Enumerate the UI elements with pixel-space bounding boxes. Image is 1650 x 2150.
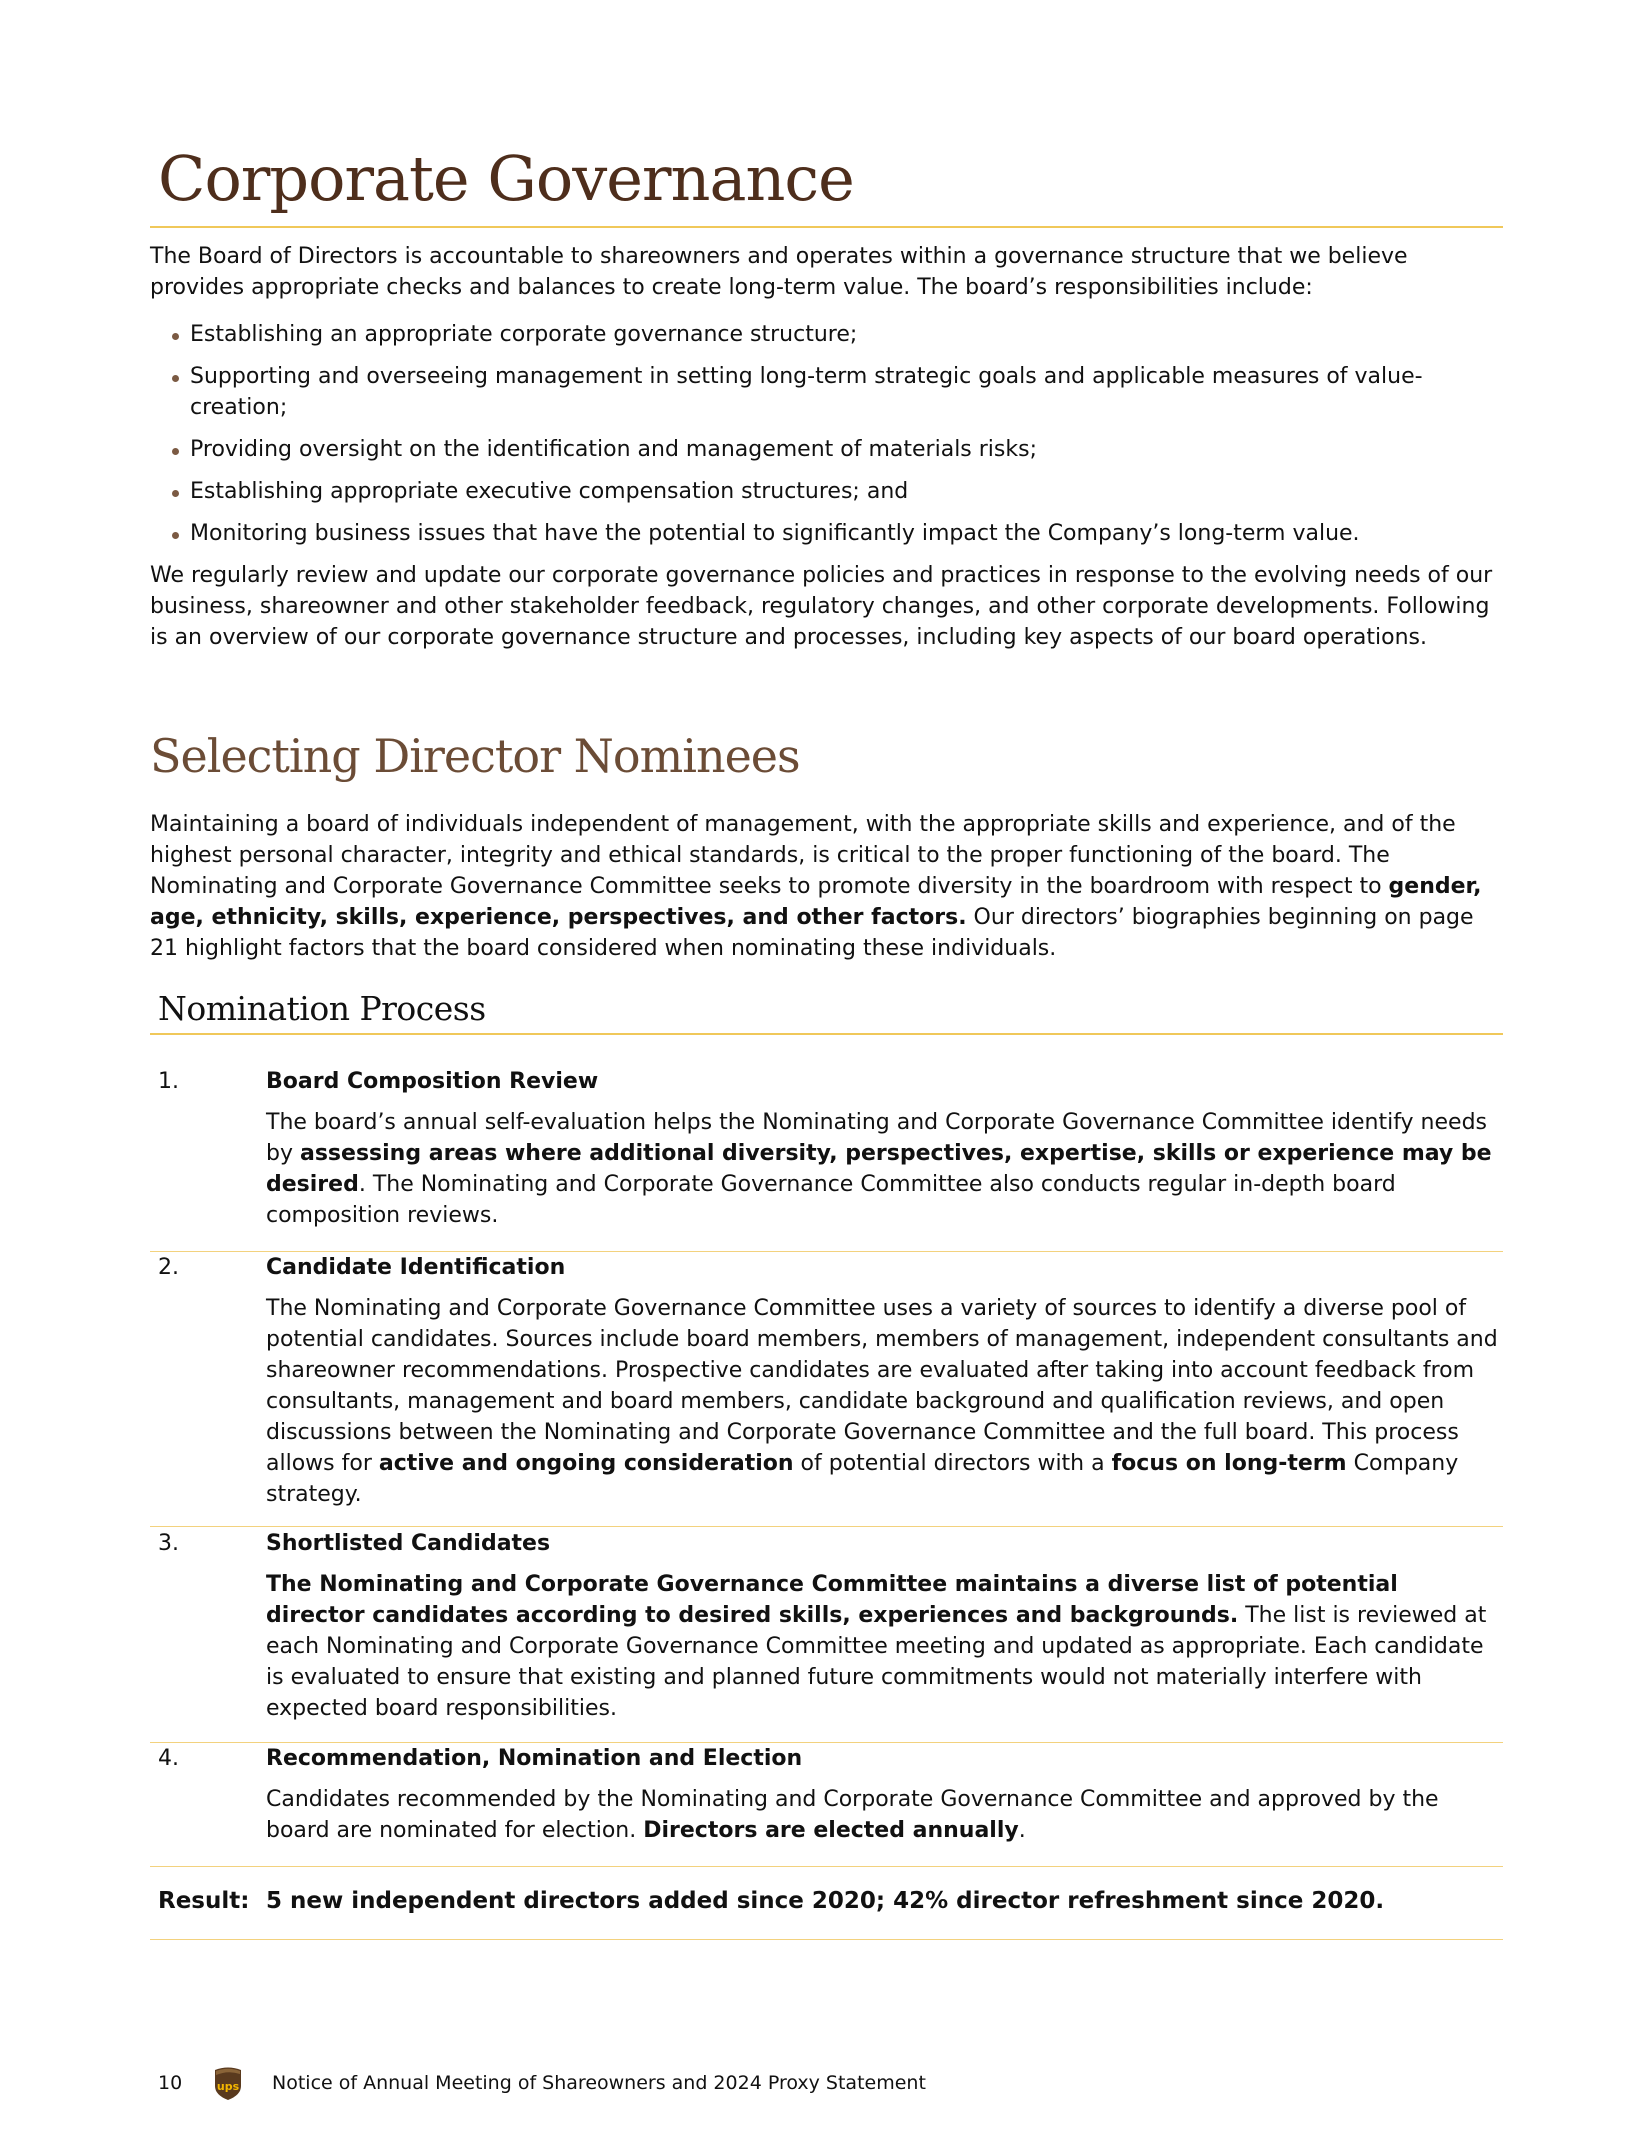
ups-shield-logo-icon	[213, 2066, 243, 2101]
result-text: 5 new independent directors added since 2020; 42% director refreshment since 2020.	[266, 1888, 1385, 1914]
step-title: Recommendation, Nomination and Election	[266, 1746, 803, 1771]
bullet-icon	[172, 532, 179, 539]
step-divider	[150, 1866, 1503, 1867]
page-number: 10	[158, 2072, 183, 2094]
step-divider	[150, 1526, 1503, 1527]
step-title: Board Composition Review	[266, 1069, 599, 1094]
responsibilities-list	[172, 319, 1502, 560]
bullet-icon	[172, 490, 179, 497]
step-number: 1.	[158, 1069, 179, 1094]
list-item: Providing oversight on the identification and management of materials risks;	[172, 434, 1502, 465]
result-summary	[158, 1886, 1384, 1917]
bullet-icon	[172, 333, 179, 340]
result-divider	[150, 1939, 1503, 1940]
step-body: Candidates recommended by the Nominating and Corporate Governance Committee and approved by the board are nominated for election. Directors are elected annually.	[266, 1787, 1439, 1843]
list-item: Establishing appropriate executive compensation structures; and	[172, 476, 1502, 507]
step-number: 4.	[158, 1746, 179, 1771]
list-item: Monitoring business issues that have the potential to significantly impact the Company’s long-term value.	[172, 518, 1502, 549]
nomination-divider	[150, 1033, 1503, 1035]
step-title: Candidate Identification	[266, 1255, 566, 1280]
subheading-nomination-process: Nomination Process	[158, 989, 486, 1028]
step-number: 2.	[158, 1255, 179, 1280]
list-item: Establishing an appropriate corporate governance structure;	[172, 319, 1502, 350]
review-paragraph: We regularly review and update our corporate governance policies and practices in response to the evolving needs of our business, shareowner and other stakeholder feedback, regulatory changes, and other corporate developments. Following is an overview of our corporate governance structure and processes, including key aspects of our board operations.	[150, 563, 1493, 650]
title-divider	[150, 226, 1503, 228]
section-heading-selecting-nominees: Selecting Director Nominees	[150, 729, 800, 783]
step-body: The board’s annual self-evaluation helps the Nominating and Corporate Governance Committee identify needs by assessing areas where additional diversity, perspectives, expertise, skills or experience may be desired. The Nominating and Corporate Governance Committee also conducts regular in-depth board composition reviews.	[266, 1110, 1492, 1228]
step-body: The Nominating and Corporate Governance Committee maintains a diverse list of potential director candidates according to desired skills, experiences and backgrounds. The list is reviewed at each Nominating and Corporate Governance Committee meeting and updated as appropriate. Each candidate is evaluated to ensure that existing and planned future commitments would not materially interfere with expected board responsibilities.	[266, 1572, 1487, 1721]
result-label: Result:	[158, 1888, 250, 1914]
step-body: The Nominating and Corporate Governance Committee uses a variety of sources to identify a diverse pool of potential candidates. Sources include board members, members of management, independent consultants and shareowner recommendations. Prospective candidates are evaluated after taking into account feedback from consultants, management and board members, candidate background and qualification reviews, and open discussions between the Nominating and Corporate Governance Committee and the full board. This process allows for active and ongoing consideration of potential directors with a focus on long-term Company strategy.	[266, 1296, 1498, 1507]
page-title: Corporate Governance	[158, 142, 854, 215]
intro-paragraph: The Board of Directors is accountable to shareowners and operates within a governance structure that we believe provides appropriate checks and balances to create long-term value. The board’s responsibilities include:	[150, 244, 1408, 300]
bullet-icon	[172, 448, 179, 455]
step-title: Shortlisted Candidates	[266, 1531, 551, 1556]
bullet-icon	[172, 375, 179, 382]
svg-text:ups: ups	[216, 2080, 240, 2093]
step-number: 3.	[158, 1531, 179, 1556]
selecting-paragraph: Maintaining a board of individuals independent of management, with the appropriate skills and experience, and of the highest personal character, integrity and ethical standards, is critical to the proper functioning of the board. The Nominating and Corporate Governance Committee seeks to promote diversity in the boardroom with respect to gender, age, ethnicity, skills, experience, perspectives, and other factors. Our directors’ biographies beginning on page 21 highlight factors that the board considered when nominating these individuals.	[150, 812, 1482, 961]
list-item: Supporting and overseeing management in setting long-term strategic goals and applicable measures of value-creation;	[172, 361, 1502, 423]
document-title: Notice of Annual Meeting of Shareowners and 2024 Proxy Statement	[272, 2072, 926, 2094]
